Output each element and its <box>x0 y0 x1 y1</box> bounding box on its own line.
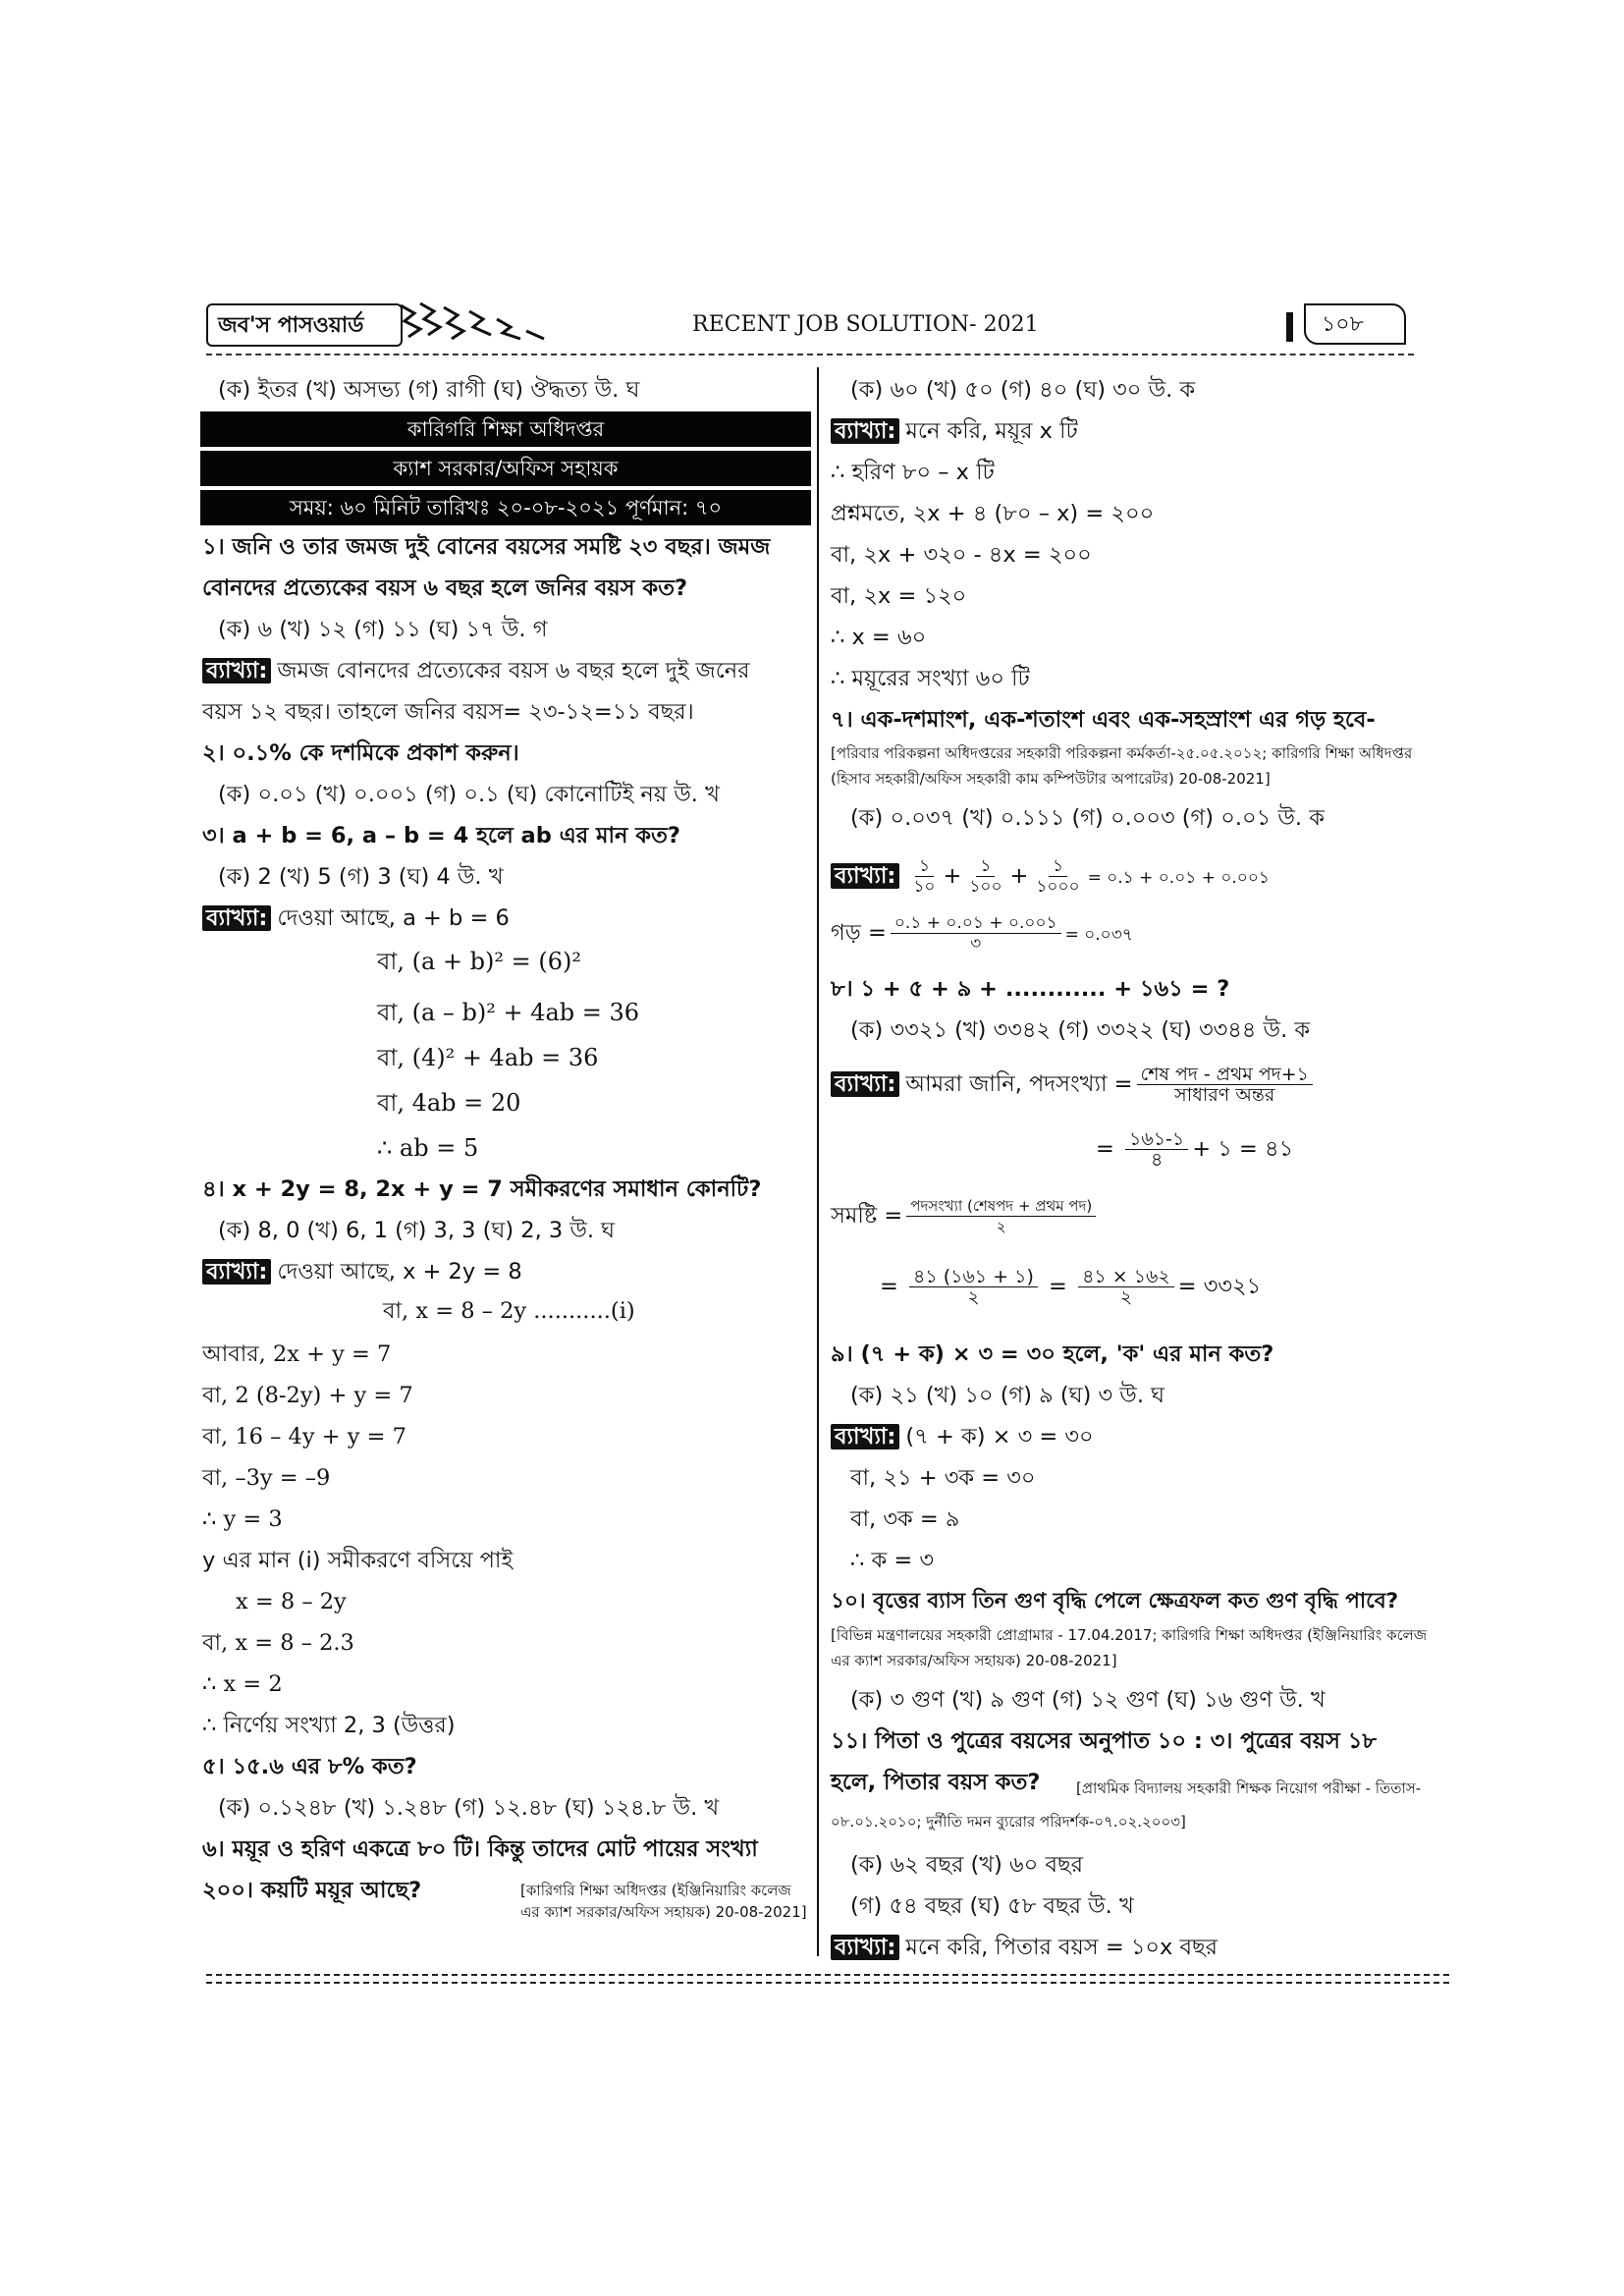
question-1-explanation-2: বয়স ১২ বছর। তাহলে জনির বয়স= ২৩-১২=১১ বছর। <box>202 699 694 725</box>
question-11-explanation <box>831 1931 1218 1964</box>
fraction <box>1137 1065 1313 1105</box>
math-step: বা, x = 8 – 2y ...........(i) <box>383 1298 635 1324</box>
fraction <box>965 856 1005 897</box>
fraction <box>909 1267 1038 1307</box>
question-11-text: হলে, পিতার বয়স কত? <box>831 1770 1041 1795</box>
denominator: ১০০০ <box>1036 877 1080 897</box>
question-1-explanation <box>202 654 750 687</box>
average-line <box>831 913 1133 954</box>
denominator: ২ <box>996 1218 1006 1235</box>
math-step: y এর মান (i) সমীকরণে বসিয়ে পাই <box>202 1548 514 1573</box>
question-2: ২। ০.১% কে দশমিকে প্রকাশ করুন। <box>202 740 519 766</box>
numerator: ১ <box>1049 856 1067 877</box>
header-title: RECENT JOB SOLUTION- 2021 <box>692 312 1039 337</box>
question-8-explanation <box>831 1065 1317 1105</box>
question-11-line1: ১১। পিতা ও পুত্রের বয়সের অনুপাত ১০ : ৩। পুত্রের বয়স ১৮ <box>831 1728 1377 1754</box>
math-step: বা, x = 8 – 2.3 <box>202 1630 354 1656</box>
math-step: ∴ y = 3 <box>202 1506 283 1532</box>
question-9-options: (ক) ২১ (খ) ১০ (গ) ৯ (ঘ) ৩ উ. ঘ <box>850 1383 1165 1408</box>
result: + ১ = ৪১ <box>1192 1136 1294 1162</box>
math-step: বা, –3y = –9 <box>202 1465 331 1491</box>
math-step: আবার, 2x + y = 7 <box>202 1341 392 1367</box>
exam-banner-post: ক্যাশ সরকার/অফিস সহায়ক <box>200 451 811 486</box>
explanation-tag: ব্যাখ্যা: <box>831 1424 899 1449</box>
question-6-line2 <box>202 1874 421 1907</box>
question-8-options: (ক) ৩৩২১ (খ) ৩৩৪২ (গ) ৩৩২২ (ঘ) ৩৩৪৪ উ. ক <box>850 1017 1311 1043</box>
explanation-tag: ব্যাখ্যা: <box>202 1259 271 1285</box>
question-1-options: (ক) ৬ (খ) ১২ (গ) ১১ (ঘ) ১৭ উ. গ <box>218 617 548 642</box>
explanation-tag: ব্যাখ্যা: <box>202 658 271 683</box>
exam-banner-org: কারিগরি শিক্ষা অধিদপ্তর <box>200 411 811 447</box>
fraction <box>909 856 939 897</box>
numerator: ১ <box>976 856 995 877</box>
question-9: ৯। (৭ + ক) × ৩ = ৩০ হলে, 'ক' এর মান কত? <box>831 1341 1274 1367</box>
brand-name: জব'স পাসওয়ার্ড <box>218 313 364 338</box>
numerator: ১৬১-১ <box>1125 1129 1188 1150</box>
question-5: ৫। ১৫.৬ এর ৮% কত? <box>202 1754 417 1779</box>
math-step: বা, (a + b)² = (6)² <box>377 948 581 975</box>
sum-line <box>831 1196 1100 1236</box>
math-step: ∴ ময়ূরের সংখ্যা ৬০ টি <box>831 666 1030 691</box>
explanation-text: দেওয়া আছে, a + b = 6 <box>277 905 510 931</box>
math-step: বা, 2 (8-2y) + y = 7 <box>202 1383 413 1408</box>
denominator: ২ <box>967 1286 980 1308</box>
explanation-tag: ব্যাখ্যা: <box>202 905 271 931</box>
question-11-reference: [প্রাথমিক বিদ্যালয় সহকারী শিক্ষক নিয়োগ পরীক্ষা - তিতাস- ০৮.০১.২০১০; দুর্নীতি দমন ব্যুরোর পরিদর্শক-০৭.০২.২০০৩] <box>831 1779 1422 1831</box>
question-1-line2: বোনদের প্রত্যেকের বয়স ৬ বছর হলে জনির বয়স কত? <box>202 575 688 601</box>
question-9-explanation <box>831 1420 1094 1453</box>
q-options: (ক) ইতর (খ) অসভ্য (গ) রাগী (ঘ) ঔদ্ধত্য উ. ঘ <box>218 377 640 403</box>
math-step: ∴ ab = 5 <box>377 1134 479 1162</box>
explanation-tag: ব্যাখ্যা: <box>831 1935 899 1960</box>
question-6-explanation <box>831 414 1078 448</box>
fraction <box>1078 1267 1174 1307</box>
header-rule <box>206 354 1414 355</box>
question-11-options-1: (ক) ৬২ বছর (খ) ৬০ বছর <box>850 1852 1083 1878</box>
result: = ০.০৩৭ <box>1064 925 1133 945</box>
question-3: ৩। a + b = 6, a – b = 4 হলে ab এর মান কত? <box>202 823 680 848</box>
denominator: ৩ <box>970 934 982 954</box>
question-6-line1: ৬। ময়ূর ও হরিণ একত্রে ৮০ টি। কিন্তু তাদের মোট পায়ের সংখ্যা <box>202 1836 758 1862</box>
explanation-text: আমরা জানি, পদসংখ্যা = <box>905 1071 1133 1097</box>
math-step: বা, ২x = ১২০ <box>831 583 967 609</box>
numerator: শেষ পদ - প্রথম পদ+১ <box>1137 1065 1313 1085</box>
question-3-options: (ক) 2 (খ) 5 (গ) 3 (ঘ) 4 উ. খ <box>218 864 504 890</box>
explanation-text: মনে করি, ময়ূর x টি <box>905 418 1078 444</box>
question-3-explanation <box>202 902 510 935</box>
fraction <box>1032 856 1083 897</box>
header-marker <box>1286 312 1293 342</box>
question-8: ৮। ১ + ৫ + ৯ + ............ + ১৬১ = ? <box>831 976 1230 1002</box>
numerator: ৪১ (১৬১ + ১) <box>909 1267 1038 1287</box>
explanation-tag: ব্যাখ্যা: <box>831 863 899 889</box>
math-step: ∴ ক = ৩ <box>850 1548 934 1573</box>
exam-banner-info: সময়: ৬০ মিনিট তারিখঃ ২০-০৮-২০২১ পূর্ণমান: ৭০ <box>200 490 811 525</box>
question-7: ৭। এক-দশমাংশ, এক-শতাংশ এবং এক-সহস্রাংশ এর গড় হবে- <box>831 707 1376 733</box>
math-step: বা, ২১ + ৩ক = ৩০ <box>850 1465 1036 1491</box>
math-step: বা, ৩ক = ৯ <box>850 1506 960 1532</box>
question-5-options: (ক) ০.১২৪৮ (খ) ১.২৪৮ (গ) ১২.৪৮ (ঘ) ১২৪.৮ উ. খ <box>218 1795 720 1821</box>
explanation-tag: ব্যাখ্যা: <box>831 418 899 444</box>
numerator: পদসংখ্যা (শেষপদ + প্রথম পদ) <box>906 1196 1096 1217</box>
math-step: ∴ নির্ণেয় সংখ্যা 2, 3 (উত্তর) <box>202 1713 456 1738</box>
question-10-options: (ক) ৩ গুণ (খ) ৯ গুণ (গ) ১২ গুণ (ঘ) ১৬ গুণ উ. খ <box>850 1687 1326 1713</box>
math-step: বা, ২x + ৩২০ - ৪x = ২০০ <box>831 542 1092 568</box>
result: = ৩৩২১ <box>1177 1274 1262 1299</box>
numerator: ০.১ + ০.০১ + ০.০০১ <box>891 913 1061 934</box>
numerator: ১ <box>915 856 934 877</box>
fraction <box>906 1196 1096 1236</box>
denominator: ৪ <box>1150 1149 1164 1171</box>
explanation-text: মনে করি, পিতার বয়স = ১০x বছর <box>905 1935 1218 1960</box>
math-step: প্রশ্নমতে, ২x + ৪ (৮০ – x) = ২০০ <box>831 501 1155 526</box>
denominator: ১০০ <box>969 877 1002 897</box>
question-4: ৪। x + 2y = 8, 2x + y = 7 সমীকরণের সমাধান কোনটি? <box>202 1176 762 1202</box>
question-10: ১০। বৃত্তের ব্যাস তিন গুণ বৃদ্ধি পেলে ক্ষেত্রফল কত গুণ বৃদ্ধি পাবে? <box>831 1589 1399 1613</box>
math-step: ∴ x = 2 <box>202 1671 283 1697</box>
column-divider <box>817 367 819 1956</box>
math-step: ∴ হরিণ ৮০ – x টি <box>831 460 995 485</box>
math-step: বা, (4)² + 4ab = 36 <box>377 1044 599 1071</box>
fraction <box>1125 1129 1188 1170</box>
question-4-explanation <box>202 1255 522 1288</box>
term-count-line: = $\frac{১৬১-১}{৪}$ + ১ = ৪১ <box>1096 1128 1294 1171</box>
fraction <box>891 913 1061 954</box>
question-7-reference: [পরিবার পরিকল্পনা অধিদপ্তরের সহকারী পরিকল্পনা কর্মকর্তা-২৫.০৫.২০১২; কারিগরি শিক্ষা অধিদপ্তর (হিসাব সহকারী/অফিস সহকারী কাম কম্পিউটার অপারেটর) 20-08-2021] <box>831 744 1413 788</box>
explanation-text: = ০.১ + ০.০১ + ০.০০১ <box>1087 868 1270 888</box>
question-11-options-2: (গ) ৫৪ বছর (ঘ) ৫৮ বছর উ. খ <box>850 1893 1134 1919</box>
sum-label: সমষ্টি = <box>831 1203 903 1229</box>
question-7-explanation: ব্যাখ্যা: $\frac{১}{১০}$ + $\frac{১}{১০০}$ + $\frac{১}{১০০০}$ = ০.১ + ০.০১ + ০.০০১ <box>831 856 1270 897</box>
math-step: বা, (a – b)² + 4ab = 36 <box>377 999 640 1026</box>
explanation-text: (৭ + ক) × ৩ = ৩০ <box>905 1424 1094 1449</box>
denominator: ২ <box>1119 1286 1133 1308</box>
denominator: সাধারণ অন্তর <box>1174 1084 1275 1106</box>
numerator: ৪১ × ১৬২ <box>1078 1267 1174 1287</box>
decorative-pattern-icon <box>401 300 548 345</box>
question-6-text: ২০০। কয়টি ময়ূর আছে? <box>202 1878 422 1903</box>
math-step: বা, 16 – 4y + y = 7 <box>202 1424 406 1449</box>
question-6-reference: [কারিগরি শিক্ষা অধিদপ্তর (ইঞ্জিনিয়ারিং কলেজ এর ক্যাশ সরকার/অফিস সহায়ক) 20-08-2021] <box>520 1882 807 1921</box>
question-7-options: (ক) ০.০৩৭ (খ) ০.১১১ (গ) ০.০০৩ (গ) ০.০১ উ. ক <box>850 805 1325 831</box>
denominator: ১০ <box>913 877 936 897</box>
explanation-tag: ব্যাখ্যা: <box>831 1071 899 1097</box>
question-2-options: (ক) ০.০১ (খ) ০.০০১ (গ) ০.১ (ঘ) কোনোটিই নয় উ. খ <box>218 782 720 807</box>
page-number: ১০৮ <box>1322 312 1364 337</box>
average-label: গড় = <box>831 920 887 946</box>
math-step: x = 8 – 2y <box>236 1589 347 1614</box>
math-step: বা, 4ab = 20 <box>377 1089 521 1117</box>
math-step: ∴ x = ৬০ <box>831 625 927 650</box>
question-4-options: (ক) 8, 0 (খ) 6, 1 (গ) 3, 3 (ঘ) 2, 3 উ. ঘ <box>218 1218 616 1243</box>
explanation-text: জমজ বোনদের প্রত্যেকের বয়স ৬ বছর হলে দুই জনের <box>277 658 750 683</box>
question-6-options: (ক) ৬০ (খ) ৫০ (গ) ৪০ (ঘ) ৩০ উ. ক <box>850 377 1196 403</box>
question-10-reference: [বিভিন্ন মন্ত্রণালয়ের সহকারী প্রোগ্রামার - 17.04.2017; কারিগরি শিক্ষা অধিদপ্তর (ইঞ্জিনিয়ারিং কলেজ এর ক্যাশ সরকার/অফিস সহায়ক) 20-08-2021] <box>831 1626 1428 1669</box>
explanation-text: দেওয়া আছে, x + 2y = 8 <box>277 1259 522 1285</box>
sum-calc-line: = $\frac{৪১ (১৬১ + ১)}{২}$ = $\frac{৪১ \times ১৬২}{২}$ = ৩৩২১ <box>880 1266 1262 1308</box>
question-1-line1: ১। জনি ও তার জমজ দুই বোনের বয়সের সমষ্টি ২৩ বছর। জমজ <box>202 534 771 560</box>
